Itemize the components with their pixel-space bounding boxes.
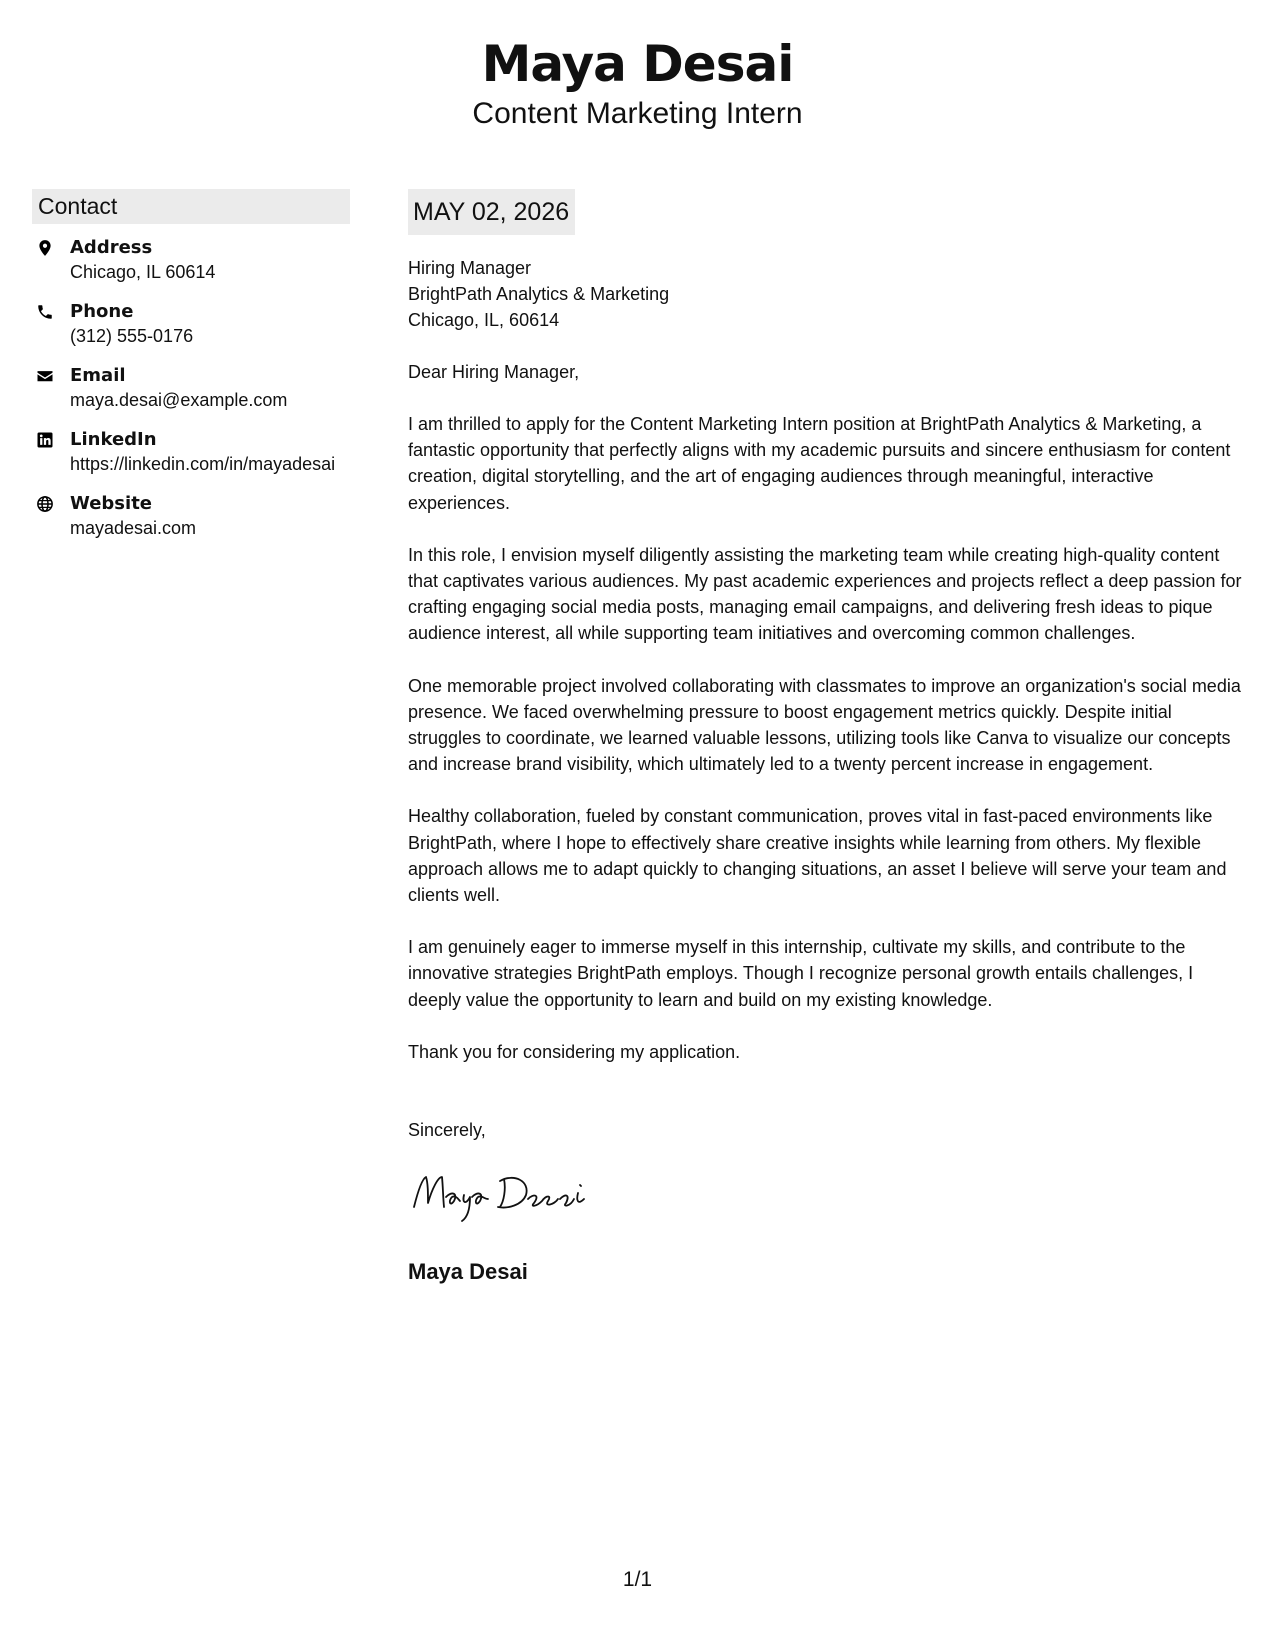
recipient-line: Hiring Manager (408, 258, 532, 278)
contact-label: Website (70, 493, 153, 514)
recipient-block (408, 255, 1248, 333)
recipient-line: Chicago, IL, 60614 (408, 310, 560, 330)
letter-paragraph: Healthy collaboration, fueled by constant communication, proves vital in fast-paced environments like BrightPath, where I hope to effectively share creative insights while learning from others. My flexible approach allows me to adapt quickly to changing situations, an asset I believe will serve your team and clients well. (408, 806, 1227, 906)
contact-heading: Contact (32, 189, 350, 224)
salutation: Dear Hiring Manager, (408, 362, 580, 382)
contact-value: maya.desai@example.com (70, 390, 288, 410)
contact-item-email (32, 364, 350, 412)
signer-name: Maya Desai (408, 1259, 528, 1285)
letter-paragraph: Thank you for considering my application. (408, 1041, 741, 1062)
letter-date: MAY 02, 2026 (408, 189, 575, 235)
letter-paragraph: I am thrilled to apply for the Content Marketing Intern position at BrightPath Analytics & Marketing, a fantastic opportunity that perfectly aligns with my academic pursuits and sincere enthusiasm for content creation, digital storytelling, and the art of engaging audiences through meaningful, interactive experiences. (408, 414, 1231, 513)
contact-item-address (32, 236, 350, 284)
envelope-icon (36, 367, 54, 385)
recipient-line: BrightPath Analytics & Marketing (408, 284, 670, 304)
contact-value: Chicago, IL 60614 (70, 262, 216, 282)
linkedin-icon (36, 431, 54, 449)
contact-sidebar (32, 189, 350, 556)
contact-label: Address (70, 237, 153, 258)
contact-label: Phone (70, 301, 134, 322)
contact-list (32, 236, 350, 540)
letter-body (408, 189, 1248, 1286)
letter-paragraph: In this role, I envision myself diligently assisting the marketing team while creating high-quality content that captivates various audiences. My past academic experiences and projects reflect a deep passion for crafting engaging social media posts, managing email campaigns, and delivering fresh ideas to pique audience interest, all while supporting team initiatives and overcoming common challenges. (408, 544, 1242, 644)
applicant-title: Content Marketing Intern (472, 97, 803, 130)
letter-paragraph: One memorable project involved collaborating with classmates to improve an organization's social media presence. We faced overwhelming pressure to boost engagement metrics quickly. Despite initial struggles to coordinate, we learned valuable lessons, utilizing tools like Canva to visualize our concepts and increase brand visibility, which ultimately led to a twenty percent increase in engagement. (408, 675, 1241, 775)
phone-icon (36, 303, 54, 321)
contact-value: (312) 555-0176 (70, 326, 194, 346)
contact-item-phone (32, 300, 350, 348)
contact-label: LinkedIn (70, 429, 157, 450)
map-pin-icon (36, 239, 54, 257)
letter-header (0, 30, 1275, 132)
contact-value: mayadesai.com (70, 518, 197, 538)
handwritten-signature (408, 1165, 608, 1225)
closing: Sincerely, (408, 1120, 486, 1141)
letter-paragraph: I am genuinely eager to immerse myself in this internship, cultivate my skills, and contribute to the innovative strategies BrightPath employs. Though I recognize personal growth entails challenges, I deeply value the opportunity to learn and build on my existing knowledge. (408, 937, 1194, 1010)
contact-label: Email (70, 365, 126, 386)
contact-value: https://linkedin.com/in/mayadesai (70, 454, 336, 474)
contact-item-linkedin (32, 428, 350, 476)
page-number: 1/1 (622, 1568, 653, 1591)
applicant-name: Maya Desai (481, 35, 794, 93)
contact-item-website (32, 492, 350, 540)
globe-icon (36, 495, 54, 513)
